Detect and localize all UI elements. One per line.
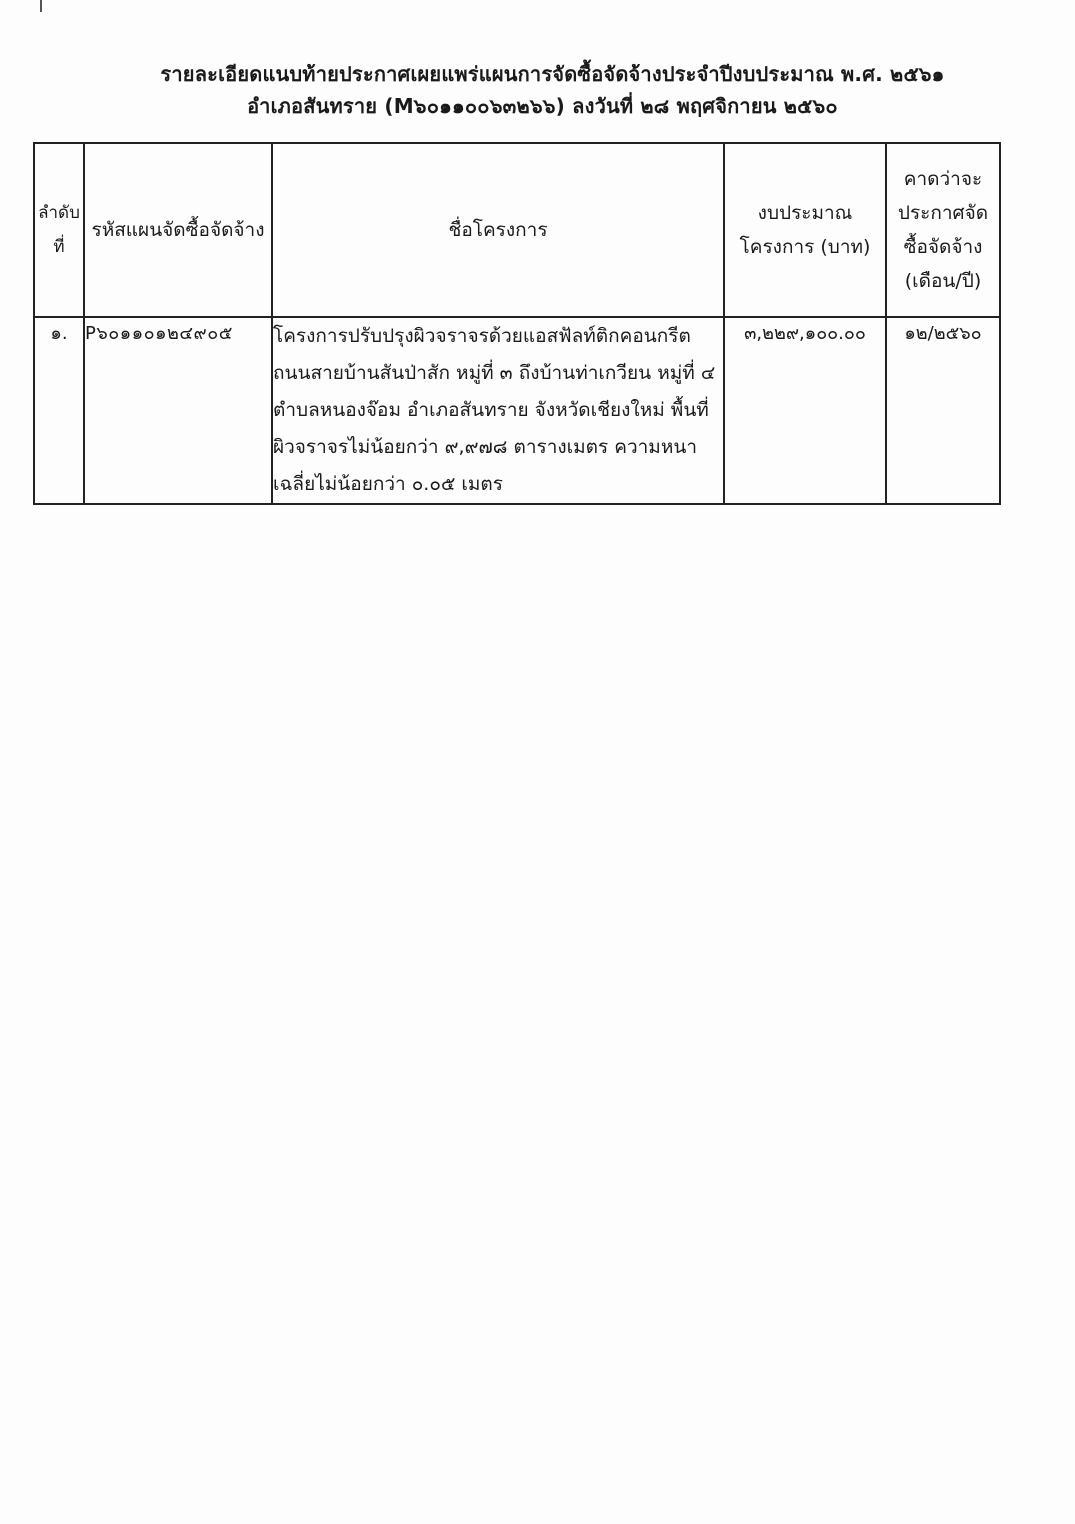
cell-month: ๑๒/๒๕๖๐ — [886, 317, 1000, 504]
document-title: รายละเอียดแนบท้ายประกาศเผยแพร่แผนการจัดซื้อจัดจ้างประจำปีงบประมาณ พ.ศ. ๒๕๖๑ — [160, 62, 945, 86]
cell-budget: ๓,๒๒๙,๑๐๐.๐๐ — [724, 317, 886, 504]
cell-no: ๑. — [34, 317, 84, 504]
table-header-row — [34, 143, 1000, 317]
column-header-code: รหัสแผนจัดซื้อจัดจ้าง — [84, 143, 272, 317]
column-header-budget: งบประมาณโครงการ (บาท) — [724, 143, 886, 317]
scan-mark — [40, 0, 42, 12]
document-subtitle: อำเภอสันทราย (M๖๐๑๑๐๐๖๓๒๖๖) ลงวันที่ ๒๘ พฤศจิกายน ๒๕๖๐ — [247, 94, 838, 118]
column-header-month: คาดว่าจะประกาศจัดซื้อจัดจ้าง (เดือน/ปี) — [886, 143, 1000, 317]
column-header-name: ชื่อโครงการ — [272, 143, 724, 317]
cell-name: โครงการปรับปรุงผิวจราจรด้วยแอสฟัลท์ติกคอนกรีต ถนนสายบ้านสันป่าสัก หมู่ที่ ๓ ถึงบ้านท่าเกวียน หมู่ที่ ๔ ตำบลหนองจ๊อม อำเภอสันทราย จังหวัดเชียงใหม่ พื้นที่ผิวจราจรไม่น้อยกว่า ๙,๙๗๘ ตารางเมตร ความหนาเฉลี่ยไม่น้อยกว่า ๐.๐๕ เมตร — [272, 317, 724, 504]
column-header-no: ลำดับที่ — [34, 143, 84, 317]
table-row — [34, 317, 1000, 504]
cell-code: P๖๐๑๑๐๑๒๔๙๐๕ — [84, 317, 272, 504]
procurement-plan-table — [33, 142, 1001, 505]
